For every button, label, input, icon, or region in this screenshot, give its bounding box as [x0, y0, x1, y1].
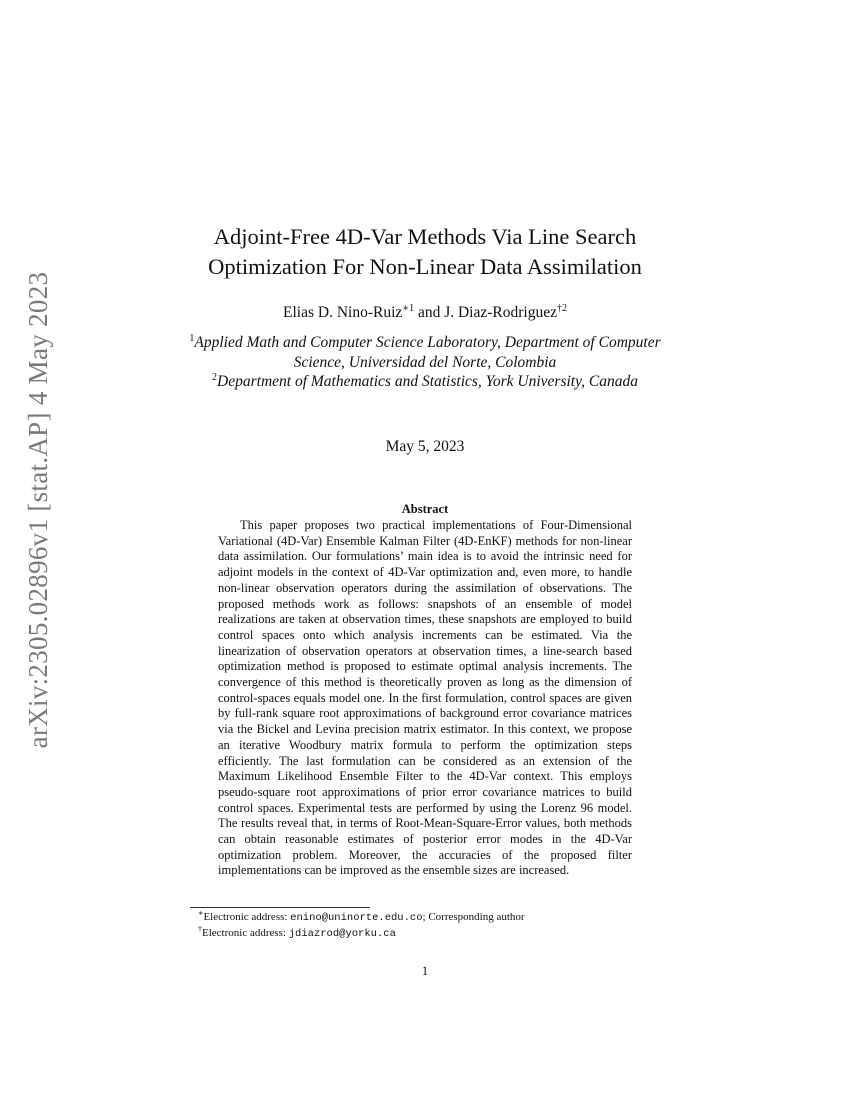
affiliation-mark-1: 1	[189, 332, 195, 344]
paper-title	[150, 222, 700, 282]
affiliation-mark-2: 2	[212, 371, 218, 383]
page-number: 1	[421, 964, 429, 978]
footnote-2	[198, 923, 678, 942]
author-list	[150, 302, 700, 324]
author-conjunction: and	[414, 304, 445, 321]
footnote-mark-2: †	[198, 923, 202, 933]
publication-date: May 5, 2023	[385, 438, 465, 455]
footnote-email-1[interactable]: enino@uninorte.edu.co	[290, 912, 423, 924]
abstract-heading: Abstract	[401, 502, 449, 516]
footnote-label-1: Electronic address:	[203, 911, 291, 923]
author-name-2: J. Diaz-Rodriguez	[444, 304, 557, 321]
affiliation-text-1: Applied Math and Computer Science Laboratory, Department of Computer Science, Universidad del Norte, Colombia	[194, 334, 661, 371]
footnote-label-2: Electronic address:	[202, 926, 289, 939]
paper-title-line-1: Adjoint-Free 4D-Var Methods Via Line Search	[213, 224, 637, 249]
footnote-suffix-1: ; Corresponding author	[422, 911, 525, 923]
footnote-mark-1: ∗	[198, 908, 204, 918]
arxiv-identifier-stamp: arXiv:2305.02896v1 [stat.AP] 4 May 2023	[23, 271, 53, 749]
footnote-email-2[interactable]: jdiazrod@yorku.ca	[288, 927, 396, 940]
author-mark-1: ∗1	[402, 302, 415, 314]
footnotes	[198, 910, 678, 941]
footnote-divider	[190, 907, 370, 908]
author-mark-2: †2	[556, 302, 567, 314]
affiliation-1	[180, 333, 670, 372]
footnote-1	[198, 910, 678, 926]
author-name-1: Elias D. Nino-Ruiz	[283, 304, 403, 321]
affiliation-text-2: Department of Mathematics and Statistics, York University, Canada	[217, 373, 638, 390]
affiliation-2	[180, 372, 670, 392]
affiliations	[180, 333, 670, 392]
paper-title-line-2: Optimization For Non-Linear Data Assimilation	[208, 254, 642, 279]
abstract-body: This paper proposes two practical implementations of Four-Dimensional Variational (4D-Var) Ensemble Kalman Filter (4D-EnKF) methods for non-linear data assimilation. Our formulations’ main idea is to avoid the intrinsic need for adjoint models in the context of 4D-Var optimization and, even more, to handle non-linear observation operators during the assimilation of observations. The proposed methods work as follows: snapshots of an ensemble of model realizations are taken at observation times, these snapshots are employed to build control spaces onto which analysis increments can be estimated. Via the linearization of observation operators at observation times, a line-search based optimization method is proposed to estimate optimal analysis increments. The convergence of this method is theoretically proven as long as the dimension of control-spaces equals model one. In the first formulation, control spaces are given by full-rank square root approximations of background error covariance matrices via the Bickel and Levina precision matrix estimator. In this context, we propose an iterative Woodbury matrix formula to perform the optimization steps efficiently. The last formulation can be considered as an extension of the Maximum Likelihood Ensemble Filter to the 4D-Var context. This employs pseudo-square root approximations of prior error covariance matrices to build control spaces. Experimental tests are performed by using the Lorenz 96 model. The results reveal that, in terms of Root-Mean-Square-Error values, both methods can obtain reasonable estimates of posterior error modes in the 4D-Var optimization problem. Moreover, the accuracies of the proposed filter implementations can be improved as the ensemble sizes are increased.	[218, 518, 632, 878]
